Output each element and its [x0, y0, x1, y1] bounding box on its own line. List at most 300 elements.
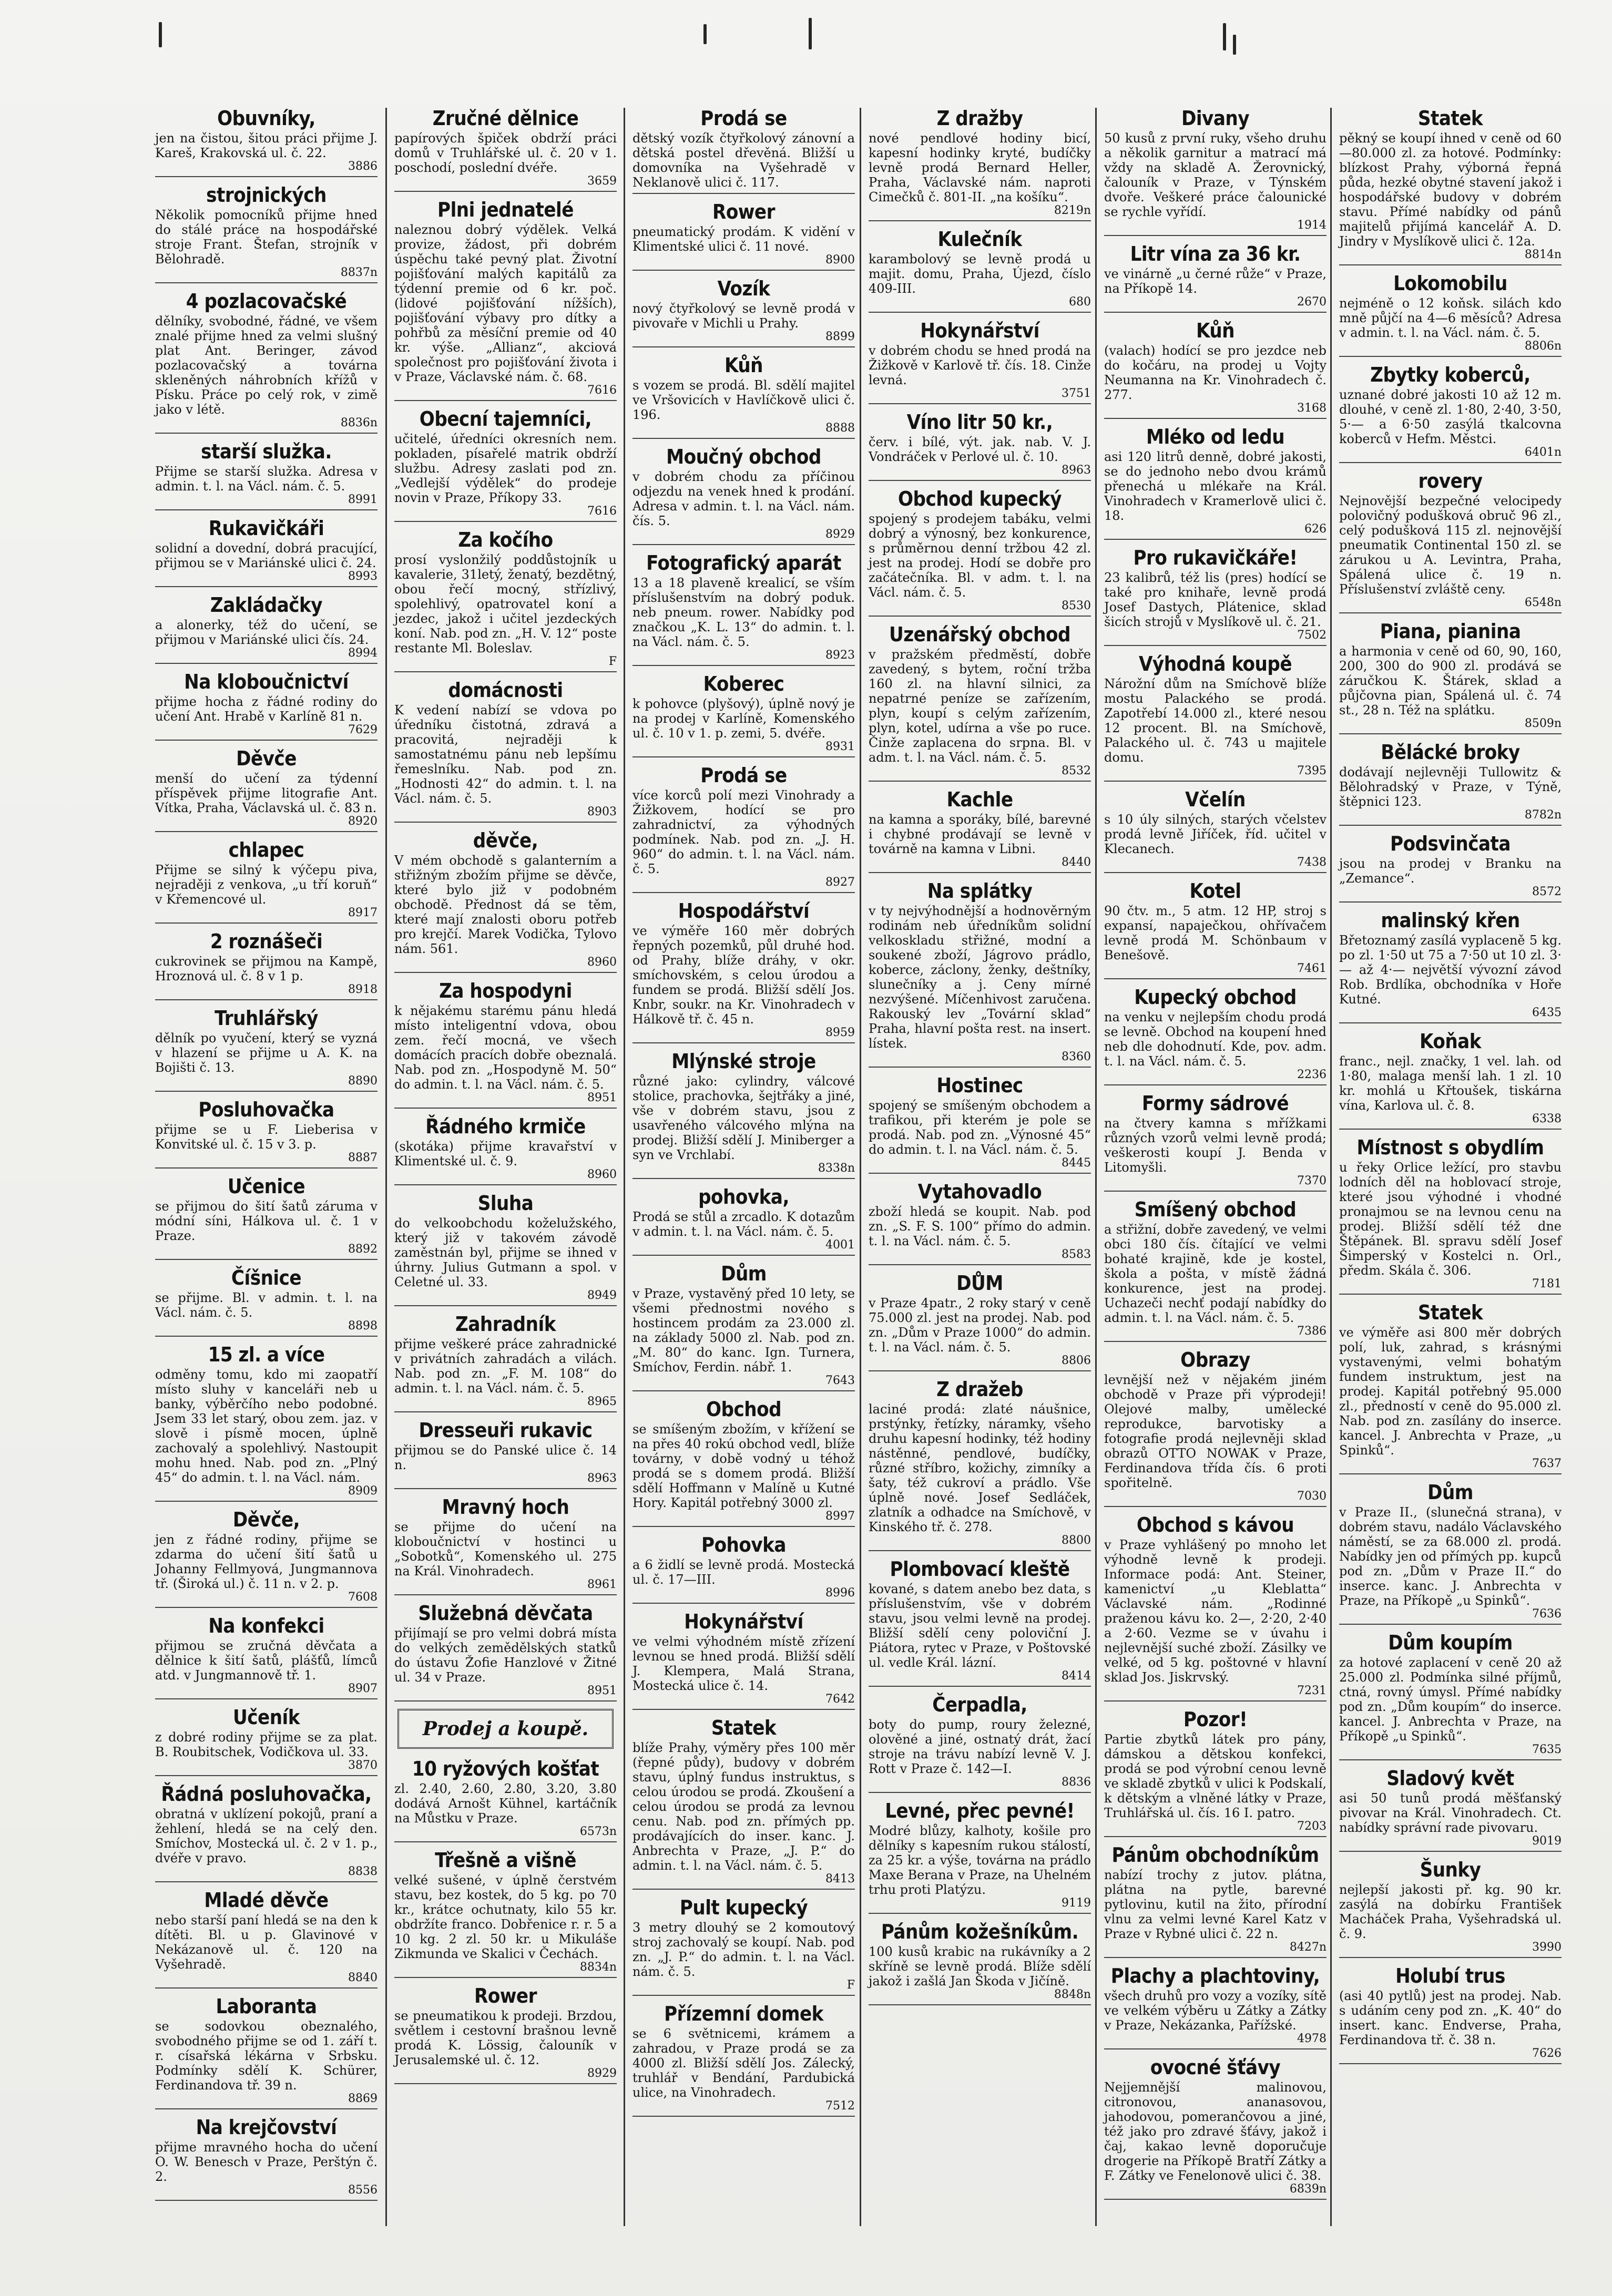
ad-heading: Prodá se	[700, 108, 787, 130]
classified-ad	[632, 278, 855, 347]
classified-ad	[632, 1399, 855, 1527]
ad-reference-number: 8997	[825, 1510, 855, 1523]
classified-ad	[869, 1694, 1091, 1793]
ad-heading: Kůň	[1196, 319, 1234, 342]
ad-divider	[1339, 462, 1562, 463]
ad-divider	[1104, 418, 1327, 419]
ad-divider	[394, 1184, 617, 1185]
ad-divider	[632, 346, 855, 347]
ad-reference-number: 680	[1069, 295, 1091, 309]
ad-reference-number: 7636	[1532, 1607, 1562, 1621]
ad-divider	[155, 663, 378, 664]
classified-ad	[632, 2003, 855, 2117]
ad-divider	[632, 665, 855, 666]
classified-ad	[869, 412, 1091, 481]
ad-reference-number: 8338n	[818, 1162, 855, 1175]
classified-ad	[869, 1075, 1091, 1174]
ad-text: přijme mravného hocha do učení O. W. Benesch v Praze, Perštýn č. 2.	[155, 2140, 378, 2184]
ad-reference-number: 3659	[587, 175, 617, 188]
ad-heading: Fotografický aparát	[646, 551, 841, 575]
ad-reference-number: 8360	[1062, 1050, 1091, 1063]
ad-reference-number: 6435	[1532, 1006, 1562, 1019]
ad-text: s vozem se prodá. Bl. sdělí majitel ve Vršovicích v Havlíčkově ulici č. 196.	[632, 378, 855, 422]
ad-text: ve vinárně „u černé růže“ v Praze, na Příkopě 14.	[1104, 266, 1327, 296]
ad-heading: starší služka.	[201, 440, 332, 463]
ad-reference-number: 8920	[348, 815, 378, 828]
ad-reference-number: 8996	[825, 1586, 855, 1600]
ad-heading: rovery	[1418, 469, 1483, 493]
ad-divider	[394, 972, 617, 973]
ad-reference-number: 8923	[825, 649, 855, 662]
ad-text: k nějakému starému pánu hledá místo inteligentní vdova, obou zem. řečí mocná, ve všech domácích pracích dobře obeznalá. Nab. pod zn. „Hospodyně M. 50“ do admin. t. l. na Václ. nám. č. 5.	[394, 1003, 617, 1092]
ad-divider	[394, 521, 617, 522]
ad-text: v dobrém chodu za příčinou odjezdu na venek hned k prodání. Adresa v admin. t. l. na Václ. nám. čís. 5.	[632, 469, 855, 528]
ad-text: na kamna a sporáky, bílé, barevné i chybné prodávají se levně v továrně na kamna v Libni.	[869, 812, 1091, 856]
ad-heading: 4 pozlacovačské	[186, 290, 347, 313]
classified-ad	[155, 1509, 378, 1608]
ad-heading: Sluha	[477, 1192, 534, 1215]
ad-heading: Rower	[474, 1984, 537, 2007]
ad-heading: Mladé děvče	[204, 1889, 329, 1912]
classified-ad	[869, 1379, 1091, 1551]
ad-reference-number: 8782n	[1524, 808, 1562, 822]
classified-ad	[155, 518, 378, 587]
classified-ad	[1104, 426, 1327, 540]
ad-reference-number: 7203	[1297, 1820, 1327, 1833]
ad-heading: Vozík	[717, 277, 770, 300]
ad-text: Nejjemnější malinovou, citronovou, ananasovou, jahodovou, pomerančovou a jiné, též jako pro zdravé šťávy, jakož i čaj, kakao levně doporučuje drogerie na Příkopě Bratří Zátky a F. Zátky ve Fenelonově ulici č. 38.	[1104, 2080, 1327, 2183]
ad-heading: Zručné dělnice	[432, 108, 579, 130]
classified-ad	[394, 529, 617, 672]
ad-reference-number: 8960	[587, 956, 617, 969]
ad-text: všech druhů pro vozy a vozíky, sítě ve velkém výběru u Zátky a Zátky v Praze, Nekázanka, Pařížské.	[1104, 1988, 1327, 2033]
ad-divider	[1339, 264, 1562, 265]
classified-ad	[394, 1420, 617, 1489]
ad-divider	[394, 1305, 617, 1306]
ad-text: dělník po vyučení, který se vyzná v hlazení se přijme u A. K. na Bojišti č. 13.	[155, 1031, 378, 1075]
ad-text: nejlepší jakosti př. kg. 90 kr. zasýlá na dobírku František Macháček Praha, Vyšehradská ul. č. 9.	[1339, 1882, 1562, 1941]
ad-text: se pneumatikou k prodeji. Brzdou, světlem i cestovní brašnou levně prodá K. Lössig, čalouník v Jerusalemské ul. č. 12.	[394, 2008, 617, 2067]
classified-ad	[632, 108, 855, 194]
ad-divider	[155, 999, 378, 1000]
ad-text: jsou na prodej v Branku na „Zemance“.	[1339, 856, 1562, 886]
classified-ad	[394, 980, 617, 1109]
ad-heading: Mravný hoch	[442, 1495, 569, 1519]
classified-ad	[632, 1051, 855, 1179]
ad-reference-number: 8509n	[1524, 717, 1562, 730]
ad-text: menší do učení za týdenní příspěvek přijme litografie Ant. Vítka, Praha, Václavská ul. č. 83 n.	[155, 771, 378, 815]
classified-ad	[1104, 1093, 1327, 1192]
ad-text: s 10 úly silných, starých včelstev prodá levně Jiříček, říd. učitel v Klecanech.	[1104, 812, 1327, 856]
ad-reference-number: 7629	[348, 723, 378, 736]
ad-text: 50 kusů z první ruky, všeho druhu a několik garnitur a matrací má vždy na skladě A. Žerovnický, čalouník v Praze, v Týnském dvoře. Veškeré práce čalounické se rychle vyřídí.	[1104, 131, 1327, 219]
ad-reference-number: 8960	[587, 1168, 617, 1181]
column-rule	[1330, 108, 1332, 2226]
ad-heading: Levné, přec pevné!	[885, 1799, 1075, 1822]
ad-divider	[869, 403, 1091, 404]
ad-reference-number: 626	[1304, 522, 1327, 536]
ad-divider	[1104, 1700, 1327, 1702]
ad-reference-number: 8951	[587, 1684, 617, 1697]
ad-reference-number: 7635	[1532, 1743, 1562, 1756]
ad-reference-number: 8834n	[579, 1961, 617, 1974]
ad-text: asi 50 tunů prodá měšťanský pivovar na Král. Vinohradech. Ct. nabídky správní rade pivovaru.	[1339, 1791, 1562, 1835]
ad-text: se přijme. Bl. v admin. t. l. na Václ. nám. č. 5.	[155, 1290, 378, 1320]
ad-divider	[155, 922, 378, 924]
ad-divider	[1339, 1022, 1562, 1023]
ad-heading: Třešně a višně	[435, 1849, 576, 1872]
ad-divider	[632, 1709, 855, 1710]
classified-ad	[869, 108, 1091, 221]
ad-reference-number: 8993	[348, 570, 378, 583]
ad-divider	[632, 1889, 855, 1890]
classified-ad	[1339, 742, 1562, 826]
ad-heading: Lokomobilu	[1393, 272, 1507, 295]
ad-text: a alonerky, též do učení, se přijmou v Mariánské ulici čís. 24.	[155, 618, 378, 647]
ad-reference-number: 9019	[1532, 1834, 1562, 1848]
classified-ad	[869, 789, 1091, 873]
classified-ad	[1104, 108, 1327, 236]
classified-ad	[155, 1996, 378, 2109]
ad-text: Přijme se starší služka. Adresa v admin. t. l. na Václ. nám. č. 5.	[155, 464, 378, 494]
ad-reference-number: 4978	[1297, 2032, 1327, 2045]
ad-divider	[869, 1370, 1091, 1371]
ad-reference-number: 8994	[348, 647, 378, 660]
ad-heading: Na konfekci	[208, 1614, 324, 1637]
ad-divider	[1104, 312, 1327, 313]
classified-ad	[155, 1707, 378, 1776]
ad-divider	[869, 1264, 1091, 1265]
ad-heading: Dresseuři rukavic	[419, 1419, 593, 1442]
classified-ad	[155, 1267, 378, 1337]
ad-heading: Koberec	[703, 672, 784, 695]
ad-text: v dobrém chodu se hned prodá na Žižkově v Karlově tř. čís. 18. Cinže levná.	[869, 343, 1091, 387]
ad-heading: Statek	[1417, 1301, 1483, 1324]
ad-divider	[155, 740, 378, 741]
ad-divider	[632, 756, 855, 757]
ad-reference-number: 6548n	[1524, 596, 1562, 609]
ad-reference-number: 8840	[348, 1971, 378, 1984]
ad-divider	[394, 1108, 617, 1109]
classified-ad	[155, 1890, 378, 1988]
ad-heading: Holubí trus	[1395, 1964, 1505, 1987]
classified-ad	[155, 1615, 378, 1699]
ad-text: zboží hledá se koupit. Nab. pod zn. „S. F. S. 100“ přímo do admin. t. l. na Václ. nám. č. 5.	[869, 1204, 1091, 1248]
classified-ad	[155, 671, 378, 741]
ad-heading: Řádného krmiče	[425, 1115, 586, 1138]
ad-heading: malinský křen	[1381, 909, 1520, 932]
classified-ad	[632, 1611, 855, 1710]
section-heading-box: Prodej a koupě.	[397, 1709, 614, 1749]
ad-divider	[394, 1594, 617, 1595]
ad-heading: Truhlářský	[215, 1007, 318, 1030]
classified-ad	[1104, 547, 1327, 646]
classified-ad	[155, 184, 378, 283]
ad-reference-number: 8814n	[1524, 248, 1562, 261]
ad-heading: Přízemní domek	[664, 2002, 823, 2025]
ad-reference-number: 7616	[587, 384, 617, 397]
ad-reference-number: 8963	[587, 1472, 617, 1485]
classified-ad	[1104, 987, 1327, 1085]
ad-text: kované, s datem anebo bez data, s příslušenstvím, vše v dobrém stavu, jsou velmi levně na prodej. Bližší sdělí ceny poloviční J. Piátora, rytec v Praze, v Poštovské ul. vedle Král. lázní.	[869, 1582, 1091, 1670]
ad-heading: Čerpadla,	[932, 1693, 1027, 1716]
ad-heading: Z dražby	[936, 108, 1023, 130]
ad-divider	[155, 1091, 378, 1092]
ad-divider	[155, 586, 378, 587]
classified-ad	[1339, 470, 1562, 613]
classified-ad	[869, 320, 1091, 404]
ad-reference-number: 8836	[1062, 1776, 1091, 1789]
ad-text: u řeky Orlice ležící, pro stavbu lodních děl na hoblovací stroje, které jsou výhodné i vhodné pronajmou se na levnou cenu na prodej. Bližší sdělí též dne Štěpánek. Bl. spravu sdělí Josef Šimperský v Kostelci n. Orl., předm. Skála č. 306.	[1339, 1160, 1562, 1278]
ad-divider	[869, 872, 1091, 873]
ad-heading: Moučný obchod	[666, 445, 821, 468]
classified-ad	[632, 1897, 855, 1996]
ad-reference-number: 8951	[587, 1091, 617, 1104]
ad-reference-number: 7386	[1297, 1325, 1327, 1338]
ad-reference-number: 8909	[348, 1484, 378, 1498]
classified-ad	[869, 880, 1091, 1068]
ad-heading: Místnost s obydlím	[1356, 1136, 1544, 1159]
classified-ad	[394, 1193, 617, 1306]
ad-reference-number: 9119	[1062, 1897, 1091, 1910]
ad-heading: Plni jednatelé	[437, 198, 574, 221]
ad-text: Prodá se stůl a zrcadlo. K dotazům v admin. t. l. na Václ. nám. č. 5.	[632, 1210, 855, 1239]
classified-ad	[1339, 1482, 1562, 1625]
classified-ad	[1339, 1632, 1562, 1760]
ad-text: zl. 2.40, 2.60, 2.80, 3.20, 3.80 dodává Arnošt Kühnel, kartáčník na Můstku v Praze.	[394, 1781, 617, 1826]
ad-divider	[1104, 539, 1327, 540]
ad-text: Několik pomocníků přijme hned do stálé práce na hospodářské stroje Frant. Štefan, strojník v Bělohradě.	[155, 208, 378, 266]
ad-reference-number: 8949	[587, 1289, 617, 1302]
classified-ad	[1339, 1768, 1562, 1852]
ad-divider	[394, 400, 617, 401]
ad-text: velké sušené, v úplně čerstvém stavu, bez kostek, do 5 kg. po 70 kr., krátce ochutnaty, kilo 55 kr. obdržíte franco. Dobřenice r. r. 5 a 10 kg. 2 zl. 50 kr. u Mikuláše Zikmunda ve Skalici v Čechách.	[394, 1873, 617, 1961]
ad-reference-number: 8898	[348, 1319, 378, 1332]
ad-heading: Mlýnské stroje	[671, 1050, 816, 1073]
ad-text: ve výměře 160 měr dobrých řepných pozemků, půl druhé hod. od Prahy, blíže dráhy, v okr. smíchovském, s celou úrodou a fundem se prodá. Bližší sdělí Jos. Knbr, soukr. na Kr. Vinohradech v Hálkově tř. č. 45 n.	[632, 924, 855, 1027]
ad-text: Modré blůzy, kalhoty, košile pro dělníky s kapesním rukou stálostí, za 25 kr. a výše, továrna na prádlo Maxe Berana v Praze, na Uhelném trhu proti Platýzu.	[869, 1823, 1091, 1897]
ad-text: více korců polí mezi Vinohrady a Žižkovem, hodící se pro zahradnictví, za výhodných podmínek. Nab. pod zn. „J. H. 960“ do admin. t. l. na Václ. nám. č. 5.	[632, 788, 855, 876]
classified-ad	[394, 680, 617, 823]
ad-text: přijmou se do Panské ulice č. 14 n.	[394, 1443, 617, 1472]
classified-ad	[632, 1534, 855, 1604]
ad-reference-number: F	[608, 655, 617, 668]
ad-reference-number: 8869	[348, 2092, 378, 2105]
ad-divider	[869, 1173, 1091, 1174]
classified-ad	[394, 1116, 617, 1185]
ad-heading: Posluhovačka	[198, 1098, 334, 1121]
ad-reference-number: 7616	[587, 505, 617, 518]
ad-text: naleznou dobrý výdělek. Velká provize, žádost, při dobrém úspěchu také pevný plat. Životní pojišťování malých kapitálů za týdenní premie od 6 kr. poč. (lidové pojišťování nížších), pojišťování výbavy pro dítky a pohřbů za měsíční premie od 40 kr. výše. „Allianz“, akciová společnost pro pojišťování života i v Praze, Václavské nám. č. 68.	[394, 222, 617, 384]
ad-heading: Zakládačky	[210, 593, 323, 617]
ad-divider	[394, 1700, 617, 1702]
classified-ad	[869, 1273, 1091, 1371]
ad-text: za hotové zaplacení v ceně 20 až 25.000 zl. Podmínka silné příjmů, ctná, rovný úmysl. Přímé nabídky pod zn. „Dům koupím“ do inserce. kancel. J. Anbrechta v Praze, na Příkopě „u Spinků“.	[1339, 1655, 1562, 1744]
classified-ad	[632, 446, 855, 545]
ad-divider	[155, 1259, 378, 1260]
ad-divider	[632, 193, 855, 194]
ad-text: učitelé, úředníci okresních nem. pokladen, písařelé matrik obdrží službu. Adresy zaslati pod zn. „Vedlejší výdělek“ do prodeje novin v Praze, Příkopy 33.	[394, 432, 617, 505]
ad-heading: Zbytky koberců,	[1370, 363, 1531, 386]
ad-divider	[155, 1775, 378, 1776]
ad-divider	[632, 544, 855, 545]
ad-reference-number: 8887	[348, 1151, 378, 1164]
classified-ad	[394, 1985, 617, 2084]
ad-heading: Služebná děvčata	[418, 1602, 593, 1625]
ad-reference-number: 8806	[1062, 1354, 1091, 1367]
ad-reference-number: 2670	[1297, 295, 1327, 309]
ad-heading: Hokynářství	[684, 1610, 803, 1633]
ad-text: jen z řádné rodiny, přijme se zdarma do učení šití šatů u Johanny Fellmyová, Jungmannova tř. (Široká ul.) č. 11 n. v 2. p.	[155, 1532, 378, 1591]
ad-divider	[632, 1042, 855, 1043]
ad-divider	[632, 1178, 855, 1179]
ad-heading: Učeník	[233, 1706, 300, 1729]
ad-divider	[869, 1686, 1091, 1687]
classified-ad	[632, 673, 855, 757]
ad-divider	[155, 1987, 378, 1988]
ad-text: a harmonia v ceně od 60, 90, 160, 200, 300 do 900 zl. prodává se záručkou K. Štárek, sklad a půjčovna pian, Spálená ul. č. 74 st., 28 n. Též na splátku.	[1339, 644, 1562, 718]
ad-heading: Pozor!	[1183, 1708, 1248, 1731]
ad-reference-number: 8917	[348, 906, 378, 919]
classified-ad	[869, 488, 1091, 617]
ad-text: nabízí trochy z jutov. plátna, plátna na pytle, barevné pytlovinu, kutil na žito, přírodní vlnu za velmi levné Karel Katz v Praze v Rybné ulici č. 22 n.	[1104, 1868, 1327, 1941]
ad-heading: pohovka,	[698, 1185, 789, 1208]
ad-reference-number: 8888	[825, 422, 855, 435]
ad-heading: Výhodná koupě	[1138, 652, 1292, 675]
ad-column	[389, 108, 622, 2252]
ad-reference-number: 8929	[825, 528, 855, 541]
ad-heading: Šunky	[1420, 1858, 1481, 1881]
ad-divider	[1339, 825, 1562, 826]
ad-reference-number: 8903	[587, 805, 617, 818]
ad-heading: Obchod	[706, 1398, 782, 1421]
ad-divider	[155, 2200, 378, 2201]
classified-ad	[632, 1186, 855, 1256]
ad-divider	[155, 1881, 378, 1882]
ad-heading: Sladový květ	[1386, 1767, 1514, 1790]
classified-ad	[1104, 2057, 1327, 2200]
ad-divider	[155, 509, 378, 510]
ad-divider	[1104, 978, 1327, 979]
ad-divider	[155, 1336, 378, 1337]
ad-reference-number: 8899	[825, 330, 855, 343]
ad-text: na čtvery kamna s mřížkami různých vzorů velmi levně prodá; veškerosti koupí J. Benda v Litomyšli.	[1104, 1116, 1327, 1175]
ad-text: V mém obchodě s galanterním a střižným zbožím přijme se děvče, které bylo již v podobném obchodě. Přednost dá se těm, které mají znalosti oboru potřeb pro krejčí. Marek Vodička, Tylovo nám. 561.	[394, 853, 617, 956]
ad-reference-number: 8583	[1062, 1248, 1091, 1261]
ad-reference-number: 8530	[1062, 599, 1091, 612]
ad-divider	[632, 1526, 855, 1527]
ad-text: (asi 40 pytlů) jest na prodej. Nab. s udáním ceny pod zn. „K. 40“ do insert. kanc. Endverse, Praha, Ferdinandova tř. č. 38 n.	[1339, 1988, 1562, 2047]
ad-divider	[869, 1792, 1091, 1793]
ad-heading: strojnických	[206, 183, 327, 207]
ad-reference-number: 3168	[1297, 402, 1327, 415]
ad-heading: Číšnice	[231, 1266, 302, 1289]
ad-heading: Statek	[1417, 108, 1483, 130]
ad-reference-number: 4001	[825, 1238, 855, 1252]
classified-ad	[155, 1344, 378, 1502]
classified-ad	[1339, 364, 1562, 463]
ad-heading: Obecní tajemníci,	[419, 407, 592, 430]
ad-text: různé jako: cylindry, válcové stolice, prachovka, šejtřáky a jiné, vše v dobrém stavu, jsou z usavřeného válcového mlýna na prodej. Bližší sdělí J. Miniberger a syn ve Vrchlabí.	[632, 1074, 855, 1162]
ad-text: spojený se smíšeným obchodem a trafikou, při kterém je pole se prodá. Nab. pod zn. „Výnosné 45“ do admin. t. l. na Václ. nám. č. 5.	[869, 1098, 1091, 1157]
ad-divider	[394, 1841, 617, 1842]
ad-divider	[394, 191, 617, 192]
classified-ad	[869, 1559, 1091, 1687]
column-rule	[624, 108, 625, 2226]
ad-heading: Děvče,	[232, 1508, 300, 1531]
ad-text: Nejnovější bezpečné velocipedy polovičný podušková obruč 96 zl., celý podušková 115 zl. nejnovější pneumatik Continental 150 zl. se zárukou u A. Levintra, Praha, Spálená ulice č. 19 n. Příslušenství zvláště ceny.	[1339, 494, 1562, 597]
ad-text: se sodovkou obeznalého, svobodného přijme se od 1. září t. r. císařská lékárna v Srbsku. Podmínky sdělí K. Schürer, Ferdinandova tř. 39 n.	[155, 2019, 378, 2093]
ad-text: (skotáka) přijme kravařství v Klimentské ul. č. 9.	[394, 1139, 617, 1168]
classified-ad	[632, 1717, 855, 1890]
ad-reference-number: 8413	[825, 1872, 855, 1885]
ad-heading: Za hospodyni	[439, 979, 572, 1002]
ad-text: dělníky, svobodné, řádné, ve všem znalé přijme hned za velmi slušný plat Ant. Beringer, závod pozlacovačský a továrna skleněných náhrobních křížů v Písku. Práce po celý rok, v zimě jako v létě.	[155, 314, 378, 417]
ad-text: na venku v nejlepším chodu prodá se levně. Obchod na koupení hned neb dle dohodnutí. Kde, pov. adm. t. l. na Václ. nám. č. 5.	[1104, 1010, 1327, 1069]
ad-reference-number: 8961	[587, 1578, 617, 1591]
ad-divider	[632, 1255, 855, 1256]
ad-text: v Praze vyhlášený po mnoho let výhodně levně k prodeji. Informace podá: Ant. Steiner, kamenictví „u Kleblatta“ Václavské nám. „Rodinné praženou kávu ko. 2—, 2·20, 2·40 a 2·60. Vezme se v úvahu i nejlevnější suché zboží. Zásilky ve velké, od 5 kg. poštovné v hlavní sklad Jos. Jiskrvský.	[1104, 1538, 1327, 1685]
ad-reference-number: 8918	[348, 983, 378, 996]
ad-reference-number: 8848n	[1054, 1988, 1091, 2001]
ad-divider	[155, 433, 378, 434]
classified-ad	[155, 931, 378, 1000]
classified-ad	[1104, 653, 1327, 782]
ad-text: pěkný se koupí ihned v ceně od 60—80.000 zl. za hotové. Podmínky: blízkost Prahy, výborná řepná půda, hezké obytné stavení jakož i hospodářské budovy v dobrém stavu. Přímé nabídky od pánů majitelů přijímá kancelář A. D. Jindry v Myslíkově ulici č. 12a.	[1339, 131, 1562, 249]
ad-heading: Plombovací kleště	[890, 1557, 1070, 1581]
ad-reference-number: 8838	[348, 1865, 378, 1878]
ad-heading: Učenice	[227, 1175, 305, 1198]
column-rule	[860, 108, 861, 2226]
column-rule	[1095, 108, 1097, 2226]
ad-divider	[155, 2108, 378, 2109]
ad-divider	[1339, 612, 1562, 613]
classified-ad	[1104, 1709, 1327, 1837]
ad-heading: Uzenářský obchod	[889, 623, 1070, 646]
ad-heading: Pánům kožešníkům.	[881, 1920, 1079, 1943]
classified-ad	[869, 229, 1091, 313]
classified-ad	[632, 552, 855, 666]
ad-divider	[1339, 901, 1562, 903]
ad-heading: Pohovka	[701, 1533, 786, 1556]
classified-ad	[1339, 621, 1562, 734]
ad-heading: Pánům obchodníkům	[1111, 1843, 1319, 1867]
ad-reference-number: 7181	[1532, 1277, 1562, 1290]
ad-divider	[869, 480, 1091, 481]
ad-heading: Víno litr 50 kr.,	[906, 411, 1053, 434]
ad-divider	[1339, 1129, 1562, 1130]
classified-ad	[394, 1603, 617, 1702]
ad-reference-number: 8445	[1062, 1156, 1091, 1170]
ad-text: blíže Prahy, výměry přes 100 měr (řepné půdy), budovy v dobrém stavu, úplný fundus instruktus, s celou úrodou se prodá. Zkoušení a celou úrodou se prodá za levnou cenu. Nab. pod zn. přímých pp. prodávajících do inser. kanc. J. Anbrechta v Praze, „J. P.“ do admin. t. l. na Václ. nám. č. 5.	[632, 1740, 855, 1873]
ad-divider	[1104, 1191, 1327, 1192]
ad-column	[1099, 108, 1332, 2252]
classified-ad	[394, 1496, 617, 1595]
ad-reference-number: 8900	[825, 253, 855, 266]
ad-reference-number: 8929	[587, 2067, 617, 2080]
ad-text: Nárožní dům na Smíchově blíže mostu Palackého se prodá. Zapotřebí 14.000 zl., které nesou 12 procent. Bl. na Smíchově, Palackého ul. č. 743 u majitele domu.	[1104, 676, 1327, 765]
ad-text: přijme hocha z řádné rodiny do učení Ant. Hrabě v Karlíně 81 n.	[155, 694, 378, 724]
ad-reference-number: 8414	[1062, 1669, 1091, 1683]
ad-text: nejméně o 12 koňsk. silách kdo mně půjčí na 4—6 měsíců? Adresa v admin. t. l. na Václ. nám. č. 5.	[1339, 296, 1562, 340]
classified-ad	[632, 1263, 855, 1391]
ad-text: Partie zbytků látek pro pány, dámskou a dětskou konfekci, prodá se pod výrobní cenou levně ve skladě zbytků v ulici k Podskalí, k dětským a vlněné látky v Praze, Truhlářská ul. čís. 16 I. patro.	[1104, 1732, 1327, 1820]
ad-reference-number: 1914	[1297, 219, 1327, 232]
edge-mark	[809, 18, 812, 49]
ad-divider	[155, 1501, 378, 1502]
ad-heading: DŮM	[956, 1272, 1003, 1295]
ad-text: uznané dobré jakosti 10 až 12 m. dlouhé, v ceně zl. 1·80, 2·40, 3·50, 5·— a 6·50 zasýlá tkalcovna koberců v Hefm. Městci.	[1339, 387, 1562, 446]
